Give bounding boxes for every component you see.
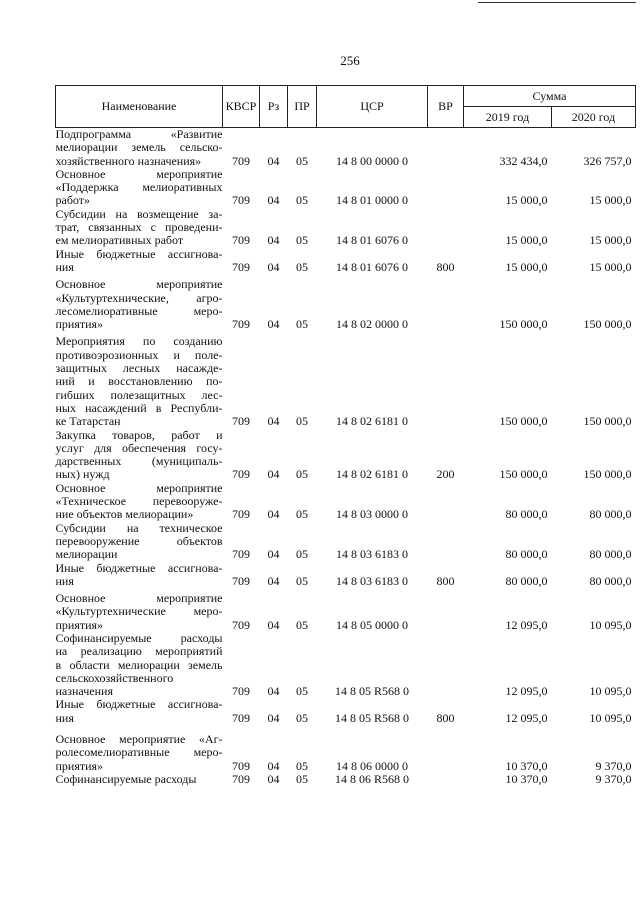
table-row: [56, 168, 636, 208]
row-name: [56, 773, 223, 786]
cell-vr: [428, 274, 464, 331]
table-row: [56, 632, 636, 698]
cell-rz: 04: [267, 617, 280, 632]
row-name-line: ем мелиоративных работ: [55, 233, 184, 248]
cell-kvsr: 709: [232, 233, 250, 248]
row-name-line: ния: [55, 259, 74, 274]
row-name-line: Основное мероприятие: [55, 480, 223, 495]
row-name-line: работ»: [55, 193, 91, 208]
cell-pr: 05: [296, 758, 308, 773]
cell-y2020: 150 000,0: [583, 317, 632, 332]
cell-pr: 05: [296, 233, 308, 248]
table-row: [56, 208, 636, 248]
cell-rz: 04: [267, 259, 280, 274]
row-name: [56, 588, 223, 632]
cell-csr: 14 8 02 6181 0: [336, 467, 408, 482]
top-rule: [478, 2, 636, 3]
cell-csr: 14 8 01 6076 0: [336, 233, 408, 248]
cell-y2019: 80 000,0: [505, 547, 548, 562]
cell-csr: 14 8 03 6183 0: [336, 573, 408, 588]
cell-vr: [428, 773, 464, 786]
cell-csr: 14 8 06 R568 0: [334, 771, 409, 786]
row-name: [56, 248, 223, 275]
cell-y2020: 80 000,0: [589, 507, 632, 522]
cell-vr: 800: [436, 710, 455, 725]
row-name-line: Субсидии на техническое: [55, 520, 223, 535]
cell-kvsr: 709: [232, 684, 250, 699]
cell-csr: 14 8 01 6076 0: [336, 259, 408, 274]
cell-csr: 14 8 06 0000 0: [336, 758, 408, 773]
row-name: [56, 482, 223, 522]
row-name-line: ний и восстановлению по-: [55, 374, 223, 389]
cell-y2019: 332 434,0: [499, 153, 548, 168]
budget-table: [55, 85, 636, 786]
row-name-line: ния: [55, 573, 74, 588]
cell-kvsr: 709: [232, 771, 250, 786]
cell-kvsr: 709: [232, 259, 250, 274]
cell-y2019: 80 000,0: [505, 573, 548, 588]
row-name-line: ние объектов мелиорации»: [55, 507, 194, 522]
cell-y2020: 80 000,0: [589, 573, 632, 588]
cell-y2020: 9 370,0: [595, 758, 632, 773]
cell-pr: 05: [296, 771, 308, 786]
row-name: [56, 168, 223, 208]
cell-y2020: 10 095,0: [589, 684, 632, 699]
cell-kvsr: 709: [232, 617, 250, 632]
row-name-line: приятия»: [55, 758, 104, 773]
cell-y2019: 12 095,0: [505, 684, 548, 699]
cell-csr: 14 8 00 0000 0: [336, 153, 408, 168]
cell-pr: 05: [296, 684, 308, 699]
cell-y2019: 150 000,0: [499, 317, 548, 332]
row-name-line: мелиорации земель сельско-: [55, 140, 223, 155]
header-csr: ЦСР: [317, 86, 428, 128]
cell-pr: 05: [296, 710, 308, 725]
cell-csr: 14 8 03 6183 0: [336, 547, 408, 562]
cell-pr: 05: [296, 467, 308, 482]
row-name-line: лесомелиоративные меро-: [55, 303, 223, 318]
cell-y2020: 10 095,0: [589, 710, 632, 725]
cell-y2020: 150 000,0: [583, 414, 632, 429]
cell-rz: 04: [267, 414, 280, 429]
cell-y2020: 326 757,0: [583, 153, 632, 168]
row-name-line: гибших полезащитных лес-: [55, 387, 223, 402]
row-name-line: мелиорации: [55, 547, 118, 562]
cell-y2020: 15 000,0: [589, 259, 632, 274]
cell-rz: 04: [267, 153, 280, 168]
row-name-line: защитных лесных насажде-: [55, 361, 223, 376]
row-name-line: Закупка товаров, работ и: [55, 427, 223, 442]
cell-vr: [428, 482, 464, 522]
row-name-line: приятия»: [55, 617, 104, 632]
row-name-line: Основное мероприятие: [55, 277, 223, 292]
cell-vr: [428, 522, 464, 562]
row-name-line: ния: [55, 710, 74, 725]
cell-kvsr: 709: [232, 467, 250, 482]
cell-rz: 04: [267, 710, 280, 725]
row-name-line: Мероприятия по созданию: [55, 334, 223, 349]
cell-pr: 05: [296, 193, 308, 208]
table-row: [56, 482, 636, 522]
row-name: [56, 128, 223, 168]
cell-kvsr: 709: [232, 573, 250, 588]
cell-vr: [428, 208, 464, 248]
cell-csr: 14 8 03 0000 0: [336, 507, 408, 522]
cell-y2020: 10 095,0: [589, 617, 632, 632]
cell-y2019: 15 000,0: [505, 259, 548, 274]
page-number: 256: [340, 53, 360, 68]
row-name-line: приятия»: [55, 317, 104, 332]
cell-vr: [428, 168, 464, 208]
row-name: [56, 725, 223, 773]
cell-rz: 04: [267, 193, 280, 208]
cell-csr: 14 8 02 6181 0: [336, 414, 408, 429]
row-name-line: на реализацию мероприятий: [55, 644, 223, 659]
row-name-line: «Культуртехнические меро-: [55, 604, 223, 619]
cell-y2020: 150 000,0: [583, 467, 632, 482]
cell-rz: 04: [267, 507, 280, 522]
row-name-line: дарственных (муниципаль-: [55, 454, 223, 469]
cell-y2019: 80 000,0: [505, 507, 548, 522]
row-name-line: Основное мероприятие: [55, 166, 223, 181]
cell-y2020: 15 000,0: [589, 193, 632, 208]
cell-vr: [428, 632, 464, 698]
row-name-line: Основное мероприятие «Аг-: [55, 732, 223, 747]
cell-csr: 14 8 05 R568 0: [334, 710, 409, 725]
cell-kvsr: 709: [232, 193, 250, 208]
row-name-line: трат, связанных с проведени-: [55, 220, 223, 235]
cell-rz: 04: [267, 317, 280, 332]
cell-rz: 04: [267, 233, 280, 248]
cell-y2020: 9 370,0: [595, 771, 632, 786]
cell-vr: 800: [436, 259, 455, 274]
cell-vr: [428, 128, 464, 168]
cell-rz: 04: [267, 467, 280, 482]
cell-y2020: 15 000,0: [589, 233, 632, 248]
cell-y2019: 15 000,0: [505, 193, 548, 208]
header-vr: ВР: [428, 86, 464, 128]
row-name: [56, 429, 223, 482]
row-name-line: перевооружение объектов: [55, 533, 223, 548]
row-name: [56, 698, 223, 725]
cell-pr: 05: [296, 317, 308, 332]
row-name-line: Иные бюджетные ассигнова-: [55, 560, 223, 575]
cell-vr: [428, 331, 464, 428]
row-name-line: Подпрограмма «Развитие: [55, 127, 223, 141]
row-name-line: «Техническое перевооруже-: [55, 494, 223, 509]
row-name: [56, 274, 223, 331]
table-row: [56, 274, 636, 331]
row-name: [56, 331, 223, 428]
cell-y2019: 150 000,0: [499, 414, 548, 429]
header-2020: 2020 год: [552, 107, 636, 128]
row-name-line: «Поддержка мелиоративных: [55, 180, 223, 195]
cell-csr: 14 8 02 0000 0: [336, 317, 408, 332]
cell-kvsr: 709: [232, 547, 250, 562]
cell-y2019: 10 370,0: [505, 771, 548, 786]
cell-pr: 05: [296, 573, 308, 588]
cell-kvsr: 709: [232, 153, 250, 168]
cell-rz: 04: [267, 547, 280, 562]
row-name-line: Иные бюджетные ассигнова-: [55, 697, 223, 712]
row-name-line: ных) нужд: [55, 467, 110, 482]
row-name-line: ролесомелиоративные меро-: [55, 745, 223, 760]
table-row: [56, 698, 636, 725]
cell-pr: 05: [296, 153, 308, 168]
row-name-line: назначения: [55, 684, 113, 699]
cell-y2019: 12 095,0: [505, 710, 548, 725]
table-row: [56, 248, 636, 275]
table-row: [56, 128, 636, 168]
cell-kvsr: 709: [232, 758, 250, 773]
cell-kvsr: 709: [232, 317, 250, 332]
cell-pr: 05: [296, 414, 308, 429]
cell-csr: 14 8 05 R568 0: [334, 684, 409, 699]
row-name-line: ных насаждений в Республи-: [55, 400, 223, 415]
header-2019: 2019 год: [464, 107, 552, 128]
header-sum: Сумма: [464, 86, 636, 107]
header-kvsr: КВСР: [223, 86, 260, 128]
table-row: [56, 429, 636, 482]
cell-rz: 04: [267, 573, 280, 588]
cell-vr: [428, 725, 464, 773]
header-name: Наименование: [56, 86, 223, 128]
table-row: [56, 588, 636, 632]
row-name-line: «Культуртехнические, агро-: [55, 290, 223, 305]
cell-pr: 05: [296, 547, 308, 562]
header-pr: ПР: [288, 86, 317, 128]
cell-rz: 04: [267, 684, 280, 699]
row-name-line: ке Татарстан: [55, 414, 121, 429]
cell-csr: 14 8 05 0000 0: [336, 617, 408, 632]
row-name-line: Иные бюджетные ассигнова-: [55, 246, 223, 261]
cell-kvsr: 709: [232, 507, 250, 522]
cell-vr: [428, 588, 464, 632]
row-name: [56, 562, 223, 589]
row-name: [56, 208, 223, 248]
row-name-line: сельскохозяйственного: [55, 670, 174, 685]
header-rz: Рз: [260, 86, 288, 128]
cell-y2019: 150 000,0: [499, 467, 548, 482]
cell-csr: 14 8 01 0000 0: [336, 193, 408, 208]
cell-pr: 05: [296, 507, 308, 522]
row-name-line: хозяйственного назначения»: [55, 153, 202, 168]
cell-rz: 04: [267, 771, 280, 786]
row-name: [56, 632, 223, 698]
row-name-line: Основное мероприятие: [55, 591, 223, 606]
cell-kvsr: 709: [232, 710, 250, 725]
table-row: [56, 522, 636, 562]
table-row: [56, 773, 636, 786]
cell-pr: 05: [296, 259, 308, 274]
row-name: [56, 522, 223, 562]
row-name-line: услуг для обеспечения госу-: [55, 440, 223, 455]
table-body: [56, 128, 636, 787]
cell-vr: 200: [436, 467, 455, 482]
table-row: [56, 331, 636, 428]
cell-y2020: 80 000,0: [589, 547, 632, 562]
table-row: [56, 562, 636, 589]
row-name-line: Софинансируемые расходы: [55, 630, 223, 645]
cell-rz: 04: [267, 758, 280, 773]
cell-pr: 05: [296, 617, 308, 632]
cell-vr: 800: [436, 573, 455, 588]
row-name-line: противоэрозионных и поле-: [55, 347, 223, 362]
cell-y2019: 12 095,0: [505, 617, 548, 632]
row-name-line: Софинансируемые расходы: [55, 771, 197, 786]
cell-y2019: 15 000,0: [505, 233, 548, 248]
row-name-line: в области мелиорации земель: [55, 657, 223, 672]
cell-kvsr: 709: [232, 414, 250, 429]
table-row: [56, 725, 636, 773]
row-name-line: Субсидии на возмещение за-: [55, 206, 223, 221]
cell-y2019: 10 370,0: [505, 758, 548, 773]
